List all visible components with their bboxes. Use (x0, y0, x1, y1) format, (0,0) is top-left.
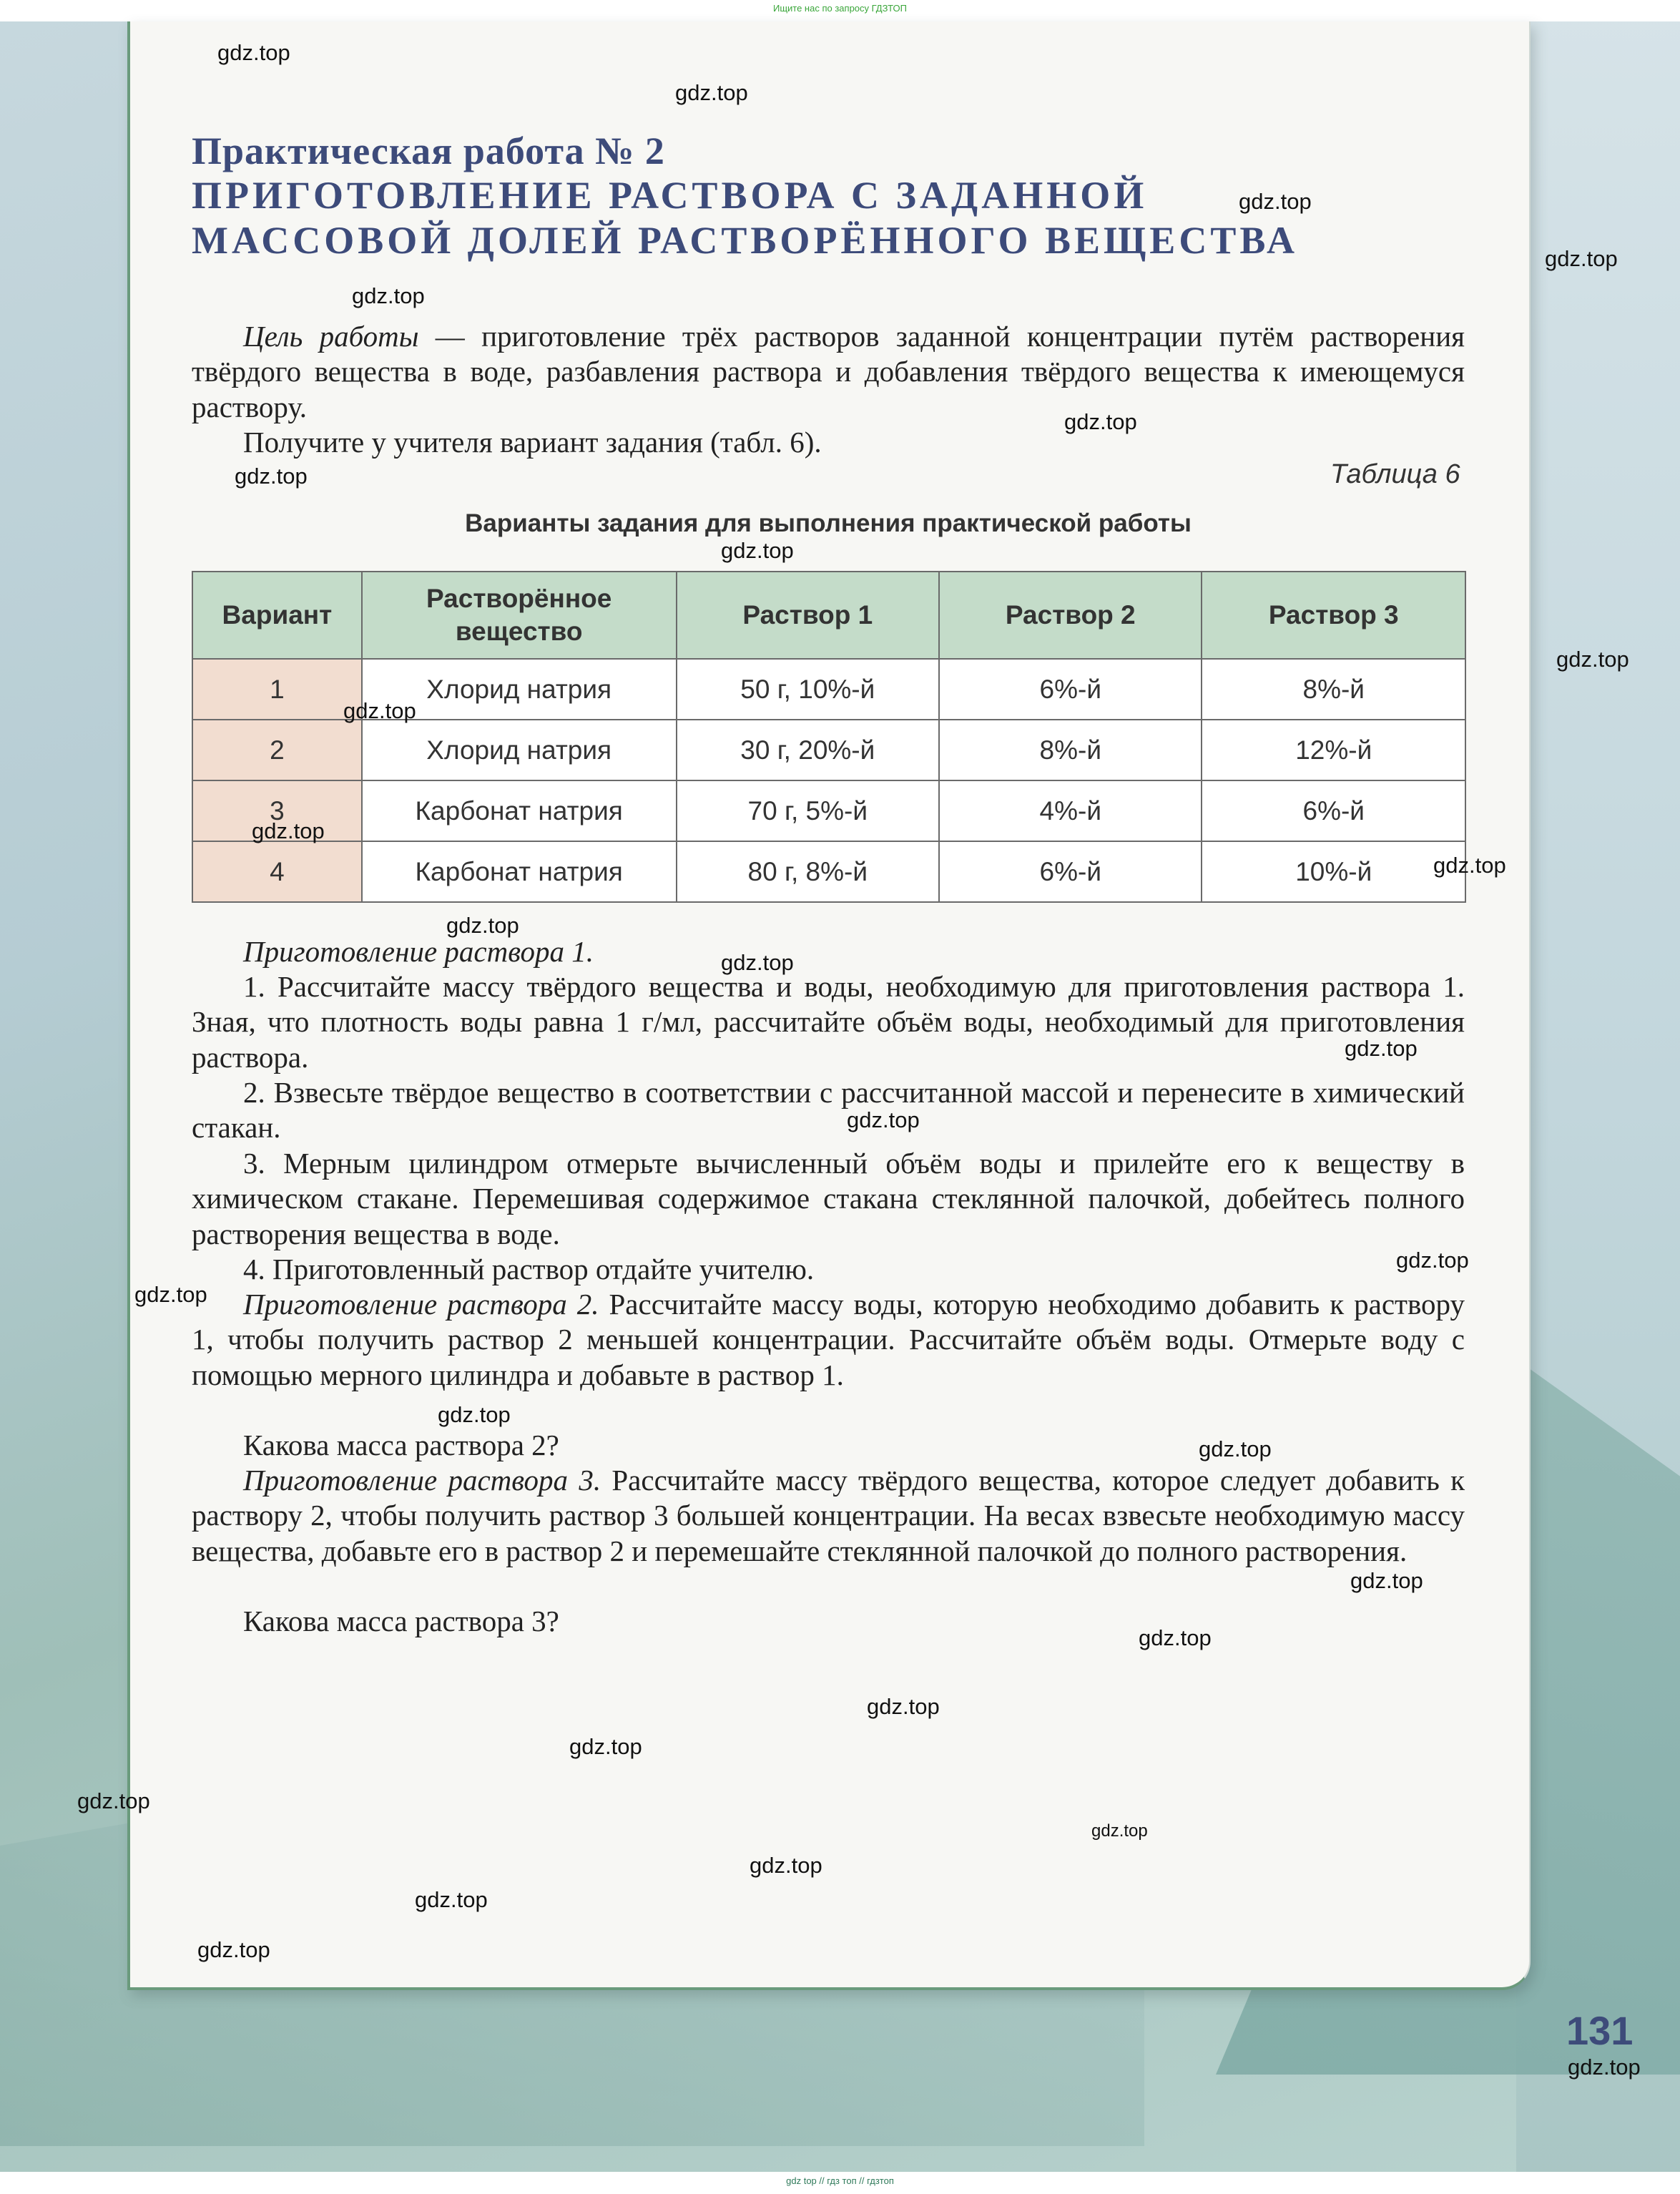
watermark: gdz.top (438, 1402, 511, 1427)
top-note: Ищите нас по запросу ГДЗТОП (772, 3, 907, 14)
table-header-row (192, 572, 1465, 659)
watermark: gdz.top (1396, 1248, 1469, 1273)
table-cell: 80 г, 8%-й (677, 841, 939, 902)
watermark: gdz.top (721, 538, 794, 563)
watermark: gdz.top (235, 464, 308, 489)
page-title-line3: МАССОВОЙ ДОЛЕЙ РАСТВОРЁННОГО ВЕЩЕСТВА (192, 219, 1298, 262)
section3-question: Какова масса раствора 3? (243, 1605, 559, 1637)
table-cell: 3 (192, 780, 362, 841)
table-cell: 12%-й (1202, 720, 1465, 780)
table-cell: Хлорид натрия (362, 659, 677, 720)
section3-text: Рассчитайте массу твёрдого вещества, которое следует добавить к раствору 2, чтобы получить раствор 3 большей концентрации. На весах взвесьте необходимую массу вещества, добавьте его в раствор 2 и перемешайте стеклянной палочкой до полного растворения. (192, 1464, 1465, 1567)
section1-step1: 1. Рассчитайте массу твёрдого вещества и воды, необходимую для приготовления раствора 1. Зная, что плотность воды равна 1 г/мл, рассчитайте объём воды, необходимый для приготовления раствора. (192, 970, 1465, 1074)
table-cell: Хлорид натрия (362, 720, 677, 780)
watermark: gdz.top (1433, 853, 1506, 878)
watermark: gdz.top (1064, 409, 1137, 434)
header-substance: Растворённое вещество (362, 572, 677, 659)
watermark: gdz.top (847, 1107, 920, 1132)
page-title-line1: Практическая работа № 2 (192, 129, 665, 172)
watermark: gdz.top (197, 1937, 270, 1962)
watermark: gdz.top (446, 913, 519, 938)
intro-goal-paragraph (192, 319, 1465, 425)
table-cell: 2 (192, 720, 362, 780)
table-cell: Карбонат натрия (362, 780, 677, 841)
watermark: gdz.top (217, 40, 290, 65)
watermark: gdz.top (252, 818, 325, 843)
table-row (192, 780, 1465, 841)
watermark: gdz.top (721, 950, 794, 975)
table-cell: 4%-й (939, 780, 1202, 841)
table-caption: Таблица 6 (1330, 459, 1460, 489)
table-cell: 70 г, 5%-й (677, 780, 939, 841)
watermark: gdz.top (415, 1887, 488, 1912)
section3-paragraph (192, 1463, 1465, 1569)
goal-text: — приготовление трёх растворов заданной концентрации путём растворения твёрдого вещества в воде, разбавления раствора и добавления твёрдого вещества к имеющемуся раствору. (192, 320, 1465, 423)
watermark: gdz.top (1568, 2055, 1641, 2080)
table-cell: 30 г, 20%-й (677, 720, 939, 780)
watermark: gdz.top (1091, 1821, 1148, 1841)
table-name: Варианты задания для выполнения практической работы (465, 509, 1192, 537)
watermark: gdz.top (1556, 647, 1629, 672)
header-solution3: Раствор 3 (1202, 572, 1465, 659)
section1-step2: 2. Взвесьте твёрдое вещество в соответствии с рассчитанной массой и перенесите в химический стакан. (192, 1076, 1465, 1145)
watermark: gdz.top (1239, 189, 1312, 214)
section2-question: Какова масса раствора 2? (243, 1429, 559, 1461)
watermark: gdz.top (1199, 1436, 1272, 1461)
intro-variant-paragraph: Получите у учителя вариант задания (табл. 6). (243, 426, 822, 459)
table-cell: 6%-й (939, 659, 1202, 720)
watermark: gdz.top (569, 1734, 642, 1759)
watermark: gdz.top (77, 1788, 150, 1813)
page-number: 131 (1566, 2008, 1634, 2053)
watermark: gdz.top (675, 80, 748, 105)
variants-table (192, 571, 1466, 903)
table-row (192, 841, 1465, 902)
table-cell: 10%-й (1202, 841, 1465, 902)
section1-heading: Приготовление раствора 1. (243, 935, 594, 968)
section1-step3: 3. Мерным цилиндром отмерьте вычисленный объём воды и прилейте его к веществу в химическом стакане. Перемешивая содержимое стакана стеклянной палочкой, добейтесь полного растворения вещества в воде. (192, 1147, 1465, 1250)
table-cell: 8%-й (939, 720, 1202, 780)
header-solution2: Раствор 2 (939, 572, 1202, 659)
watermark: gdz.top (1139, 1625, 1212, 1650)
header-variant: Вариант (192, 572, 362, 659)
section2-text: Рассчитайте массу воды, которую необходимо добавить к раствору 1, чтобы получить раствор 2 меньшей концентрации. Рассчитайте объём воды. Отмерьте воду с помощью мерного цилиндра и добавьте в раствор 1. (192, 1288, 1465, 1391)
section2-heading: Приготовление раствора 2. (243, 1288, 599, 1321)
table-cell: 8%-й (1202, 659, 1465, 720)
table-row (192, 720, 1465, 780)
watermark: gdz.top (343, 698, 416, 723)
section2-paragraph (192, 1287, 1465, 1393)
table-cell: 50 г, 10%-й (677, 659, 939, 720)
watermark: gdz.top (867, 1694, 940, 1719)
watermark: gdz.top (134, 1282, 207, 1307)
watermark: gdz.top (1350, 1568, 1423, 1593)
watermark: gdz.top (352, 283, 425, 308)
goal-label: Цель работы (243, 320, 419, 353)
bottom-note: gdz top // гдз топ // гдзтоп (786, 2175, 894, 2186)
watermark: gdz.top (1345, 1036, 1418, 1061)
watermark: gdz.top (750, 1853, 822, 1878)
page-title-line2: ПРИГОТОВЛЕНИЕ РАСТВОРА С ЗАДАННОЙ (192, 174, 1148, 217)
section3-heading: Приготовление раствора 3. (243, 1464, 601, 1497)
table-cell: 1 (192, 659, 362, 720)
table-cell: 6%-й (1202, 780, 1465, 841)
watermark: gdz.top (1545, 246, 1618, 271)
table-cell: Карбонат натрия (362, 841, 677, 902)
table-cell: 6%-й (939, 841, 1202, 902)
header-solution1: Раствор 1 (677, 572, 939, 659)
table-cell: 4 (192, 841, 362, 902)
section1-step4: 4. Приготовленный раствор отдайте учителю. (243, 1253, 815, 1285)
